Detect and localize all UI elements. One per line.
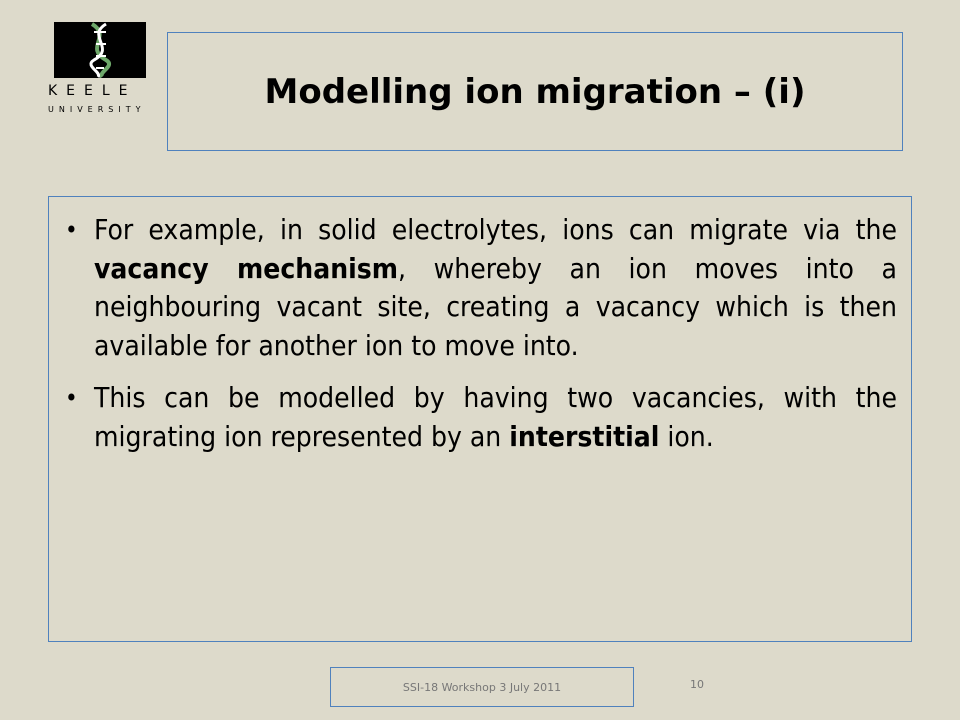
bullet-list [63,211,897,456]
logo-subword: UNIVERSITY [48,105,146,114]
bullet-item-2 [63,379,897,456]
bullet-1-text-post: , whereby an ion moves into a neighbouring vacant site, creating a vacancy which is then available for another ion to move into. [94,251,897,362]
bullet-1-text-pre: For example, in solid electrolytes, ions can migrate via the [94,213,897,246]
keele-university-logo [48,22,152,120]
content-placeholder [48,196,912,642]
bullet-2-text-post: ion. [659,419,714,453]
dna-helix-logo-icon [54,22,146,78]
bullet-1-bold: vacancy mechanism [94,251,399,285]
bullet-icon: • [65,216,78,244]
bullet-2-text-pre: This can be modelled by having two vacancies, with the migrating ion represented by an [94,381,897,453]
slide-title: Modelling ion migration – (i) [264,71,806,112]
bullet-2-bold: interstitial [509,419,660,453]
bullet-item-1 [63,211,897,365]
bullet-icon: • [65,384,78,412]
slide-number: 10 [690,678,704,691]
footer-text: SSI-18 Workshop 3 July 2011 [330,667,634,707]
title-placeholder [167,32,903,151]
logo-wordmark: KEELE [48,83,137,99]
